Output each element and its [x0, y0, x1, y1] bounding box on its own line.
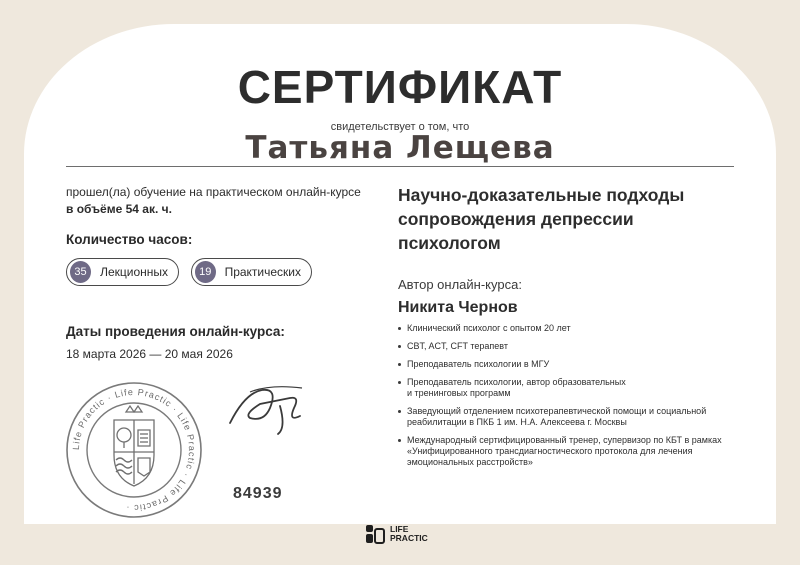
course-volume: в объёме 54 ак. ч. [66, 202, 172, 216]
author-name: Никита Чернов [398, 299, 518, 316]
credential-item [398, 435, 758, 468]
credential-item [398, 323, 758, 334]
practice-hours-label: Практических [224, 265, 301, 279]
credential-line: Преподаватель психологии, автор образовательных [407, 377, 626, 387]
credential-item [398, 359, 758, 370]
credential-line: Заведующий отделением психотерапевтической помощи и социальной [407, 406, 707, 416]
practice-hours-badge [191, 258, 312, 286]
dates-heading: Даты проведения онлайн-курса: [66, 324, 285, 339]
credential-line: CBT, ACT, CFT терапевт [407, 341, 508, 351]
credential-line: реабилитации в ПКБ 1 им. Н.А. Алексеева г. Москвы [407, 417, 627, 427]
credential-item [398, 406, 758, 428]
life-practic-logo-icon [365, 524, 385, 544]
credential-line: и тренинговых программ [407, 388, 511, 398]
lecture-hours-badge [66, 258, 179, 286]
credential-line: Международный сертифицированный тренер, супервизор по КБТ в рамках [407, 435, 722, 445]
credential-line: Преподаватель психологии в МГУ [407, 359, 550, 369]
course-description: прошел(ла) обучение на практическом онлайн-курсе [66, 185, 361, 199]
lecture-hours-label: Лекционных [100, 265, 168, 279]
signature-icon [220, 378, 320, 438]
company-logo [365, 523, 428, 545]
credential-line: Клинический психолог с опытом 20 лет [407, 323, 571, 333]
author-credentials-list [398, 323, 758, 475]
university-crest-seal-icon [64, 380, 204, 520]
certificate-number: 84939 [233, 485, 283, 502]
recipient-name: Татьяна Лещева [245, 130, 555, 166]
hours-heading: Количество часов: [66, 232, 193, 247]
credential-line: «Унифицированного трансдиагностического протокола для лечения [407, 446, 693, 456]
credential-line: эмоциональных расстройств» [407, 457, 533, 467]
course-title: Научно-доказательные подходы сопровождения депрессии психологом [398, 185, 685, 253]
logo-line2: PRACTIC [390, 533, 428, 543]
dates-value: 18 марта 2026 — 20 мая 2026 [66, 347, 233, 361]
lecture-hours-count: 35 [70, 261, 91, 283]
svg-text:Life Practic · Life Practic ·: Life Practic · Life Practic · Life Practic · Life Practic · [70, 386, 198, 514]
credential-item [398, 377, 758, 399]
logo-line1: LIFE [390, 524, 409, 534]
credential-item [398, 341, 758, 352]
certificate-subtitle: свидетельствует о том, что [330, 121, 470, 133]
author-label: Автор онлайн-курса: [398, 277, 522, 292]
practice-hours-count: 19 [195, 261, 216, 283]
certificate-title: СЕРТИФИКАТ [237, 61, 563, 113]
divider-line [66, 166, 734, 167]
